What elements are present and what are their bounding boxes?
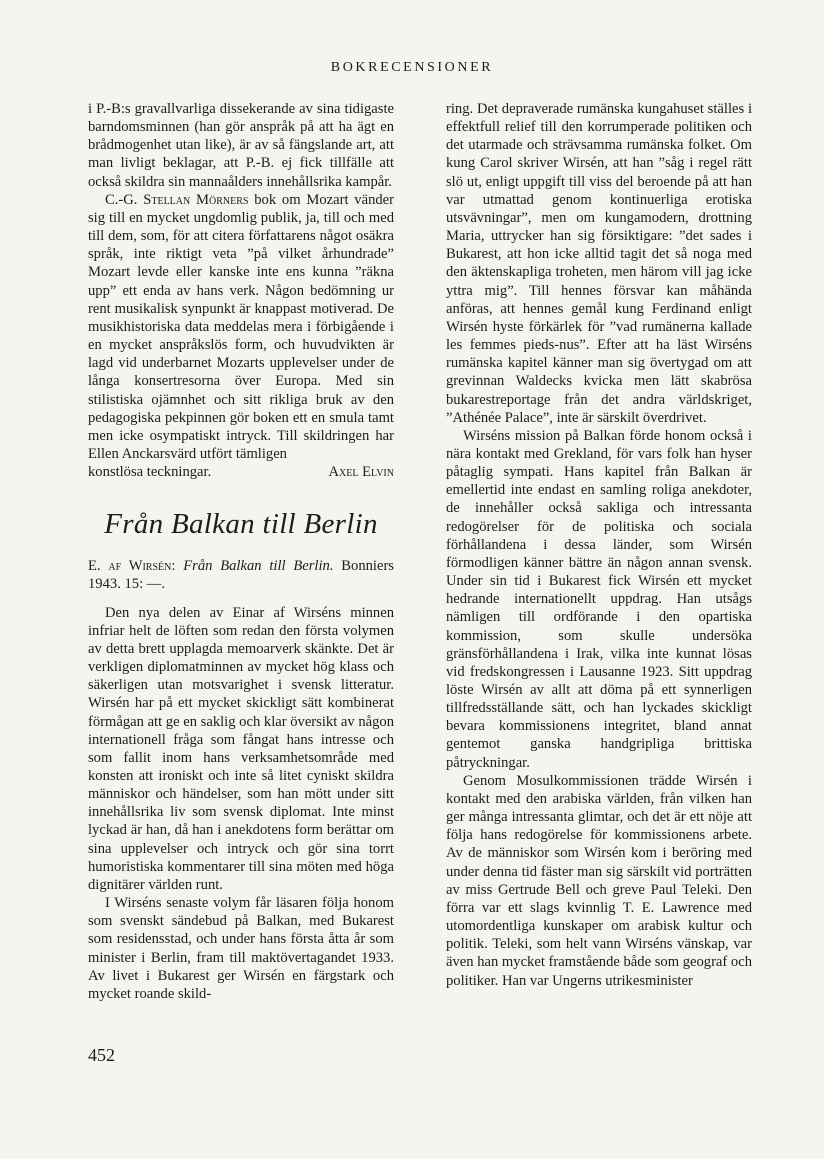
section-title: Från Balkan till Berlin <box>104 508 378 541</box>
reviewer-signature: Axel Elvin <box>328 464 394 481</box>
signature-row <box>88 463 394 481</box>
paragraph: Wirséns mission på Balkan förde honom också i nära kontakt med Grekland, för vars folk han hyser påtaglig sympati. Hans kapitel från Balkan är emellertid inte endast en samling roliga anekdoter, de innehåller också sakliga och intressanta redogörelser för de politiska och sociala förhållandena i dessa länder, som Wirsén förmodligen känner bättre än någon annan svensk. Under sin tid i Bukarest fick Wirsén ett mycket hedrande internationellt uppdrag. Han utsågs nämligen till ordförande i den opartiska kommission, som skulle undersöka gränsförhållandena i Irak, vilka inte kunnat lösas vid fredskongressen i Lausanne 1923. Sitt uppdrag löste Wirsén av allt att döma på ett synnerligen tillfredsställande sätt, och han lyckades skickligt bevara kommissionens integritet, bland annat gentemot ganska handgripliga brittiska påtryckningar. <box>446 427 752 771</box>
running-header: BOKRECENSIONER <box>330 60 494 75</box>
text-span: bok om Mozart vänder sig till en mycket ungdomlig publik, ja, till och med till dem, som, för att citera författarens något osäkra språk, inte riktigt veta ”på vilket århundrade” Mozart levde eller kanske inte ens kunna ”räkna upp” ett enda av hans verk. Någon bedömning ur rent musikalisk synpunkt är knappast motiverad. De musikhistoriska data meddelas mera i förbigående i en mycket anspråkslös form, och huvudvikten är lagd vid underbarnet Mozarts upplevelser under de långa konsertresorna över Europa. Med sin stilistiska ojämnhet och sitt rikliga bruk av den pedagogiska pekpinnen gör boken ett en smula tamt men icke osympatiskt intryck. Till skildringen har Ellen Anckarsvärd utfört tämligen <box>88 191 394 462</box>
book-author: af Wirsén <box>108 558 172 575</box>
paragraph: i P.-B:s gravallvarliga dissekerande av sina tidigaste barndomsminnen (han gör anspråk på att ha ägt en brådmogenhet utan like), är av så fängslande art, att man livligt beklagar, att P.-B. ej fick tillfälle att också skildra sin mannaålders innehållsrika kampår. <box>88 101 394 190</box>
book-title: Från Balkan till Berlin. <box>183 558 334 575</box>
text-span: E. <box>88 558 109 575</box>
bibliographic-entry <box>88 557 394 593</box>
reviewed-author-name: Stellan Mörners <box>143 191 249 208</box>
left-column <box>88 100 394 1003</box>
paragraph: Genom Mosulkommissionen trädde Wirsén i kontakt med den arabiska världen, från vilken han ger många intressanta glimtar, och det är ett nöje att följa hans redogörelse för kommissionens arbete. Av de människor som Wirsén kom i beröring med under denna tid fäster man sig särskilt vid porträtten av miss Gertrude Bell och greve Paul Teleki. Den förra var ett slags kvinnlig T. E. Lawrence med utomordentliga kunskaper om arabisk kultur och politik. Teleki, som helt vann Wirséns vänskap, var även han mycket framstående både som geograf och politiker. Han var Ungerns utrikesminister <box>446 772 752 989</box>
paragraph: Den nya delen av Einar af Wirséns minnen infriar helt de löften som redan den första volymen av detta brett upplagda memoarverk skänkte. Det är verkligen diplomatminnen av mycket hög klass och säkerligen utan motsvarighet i svensk litteratur. Wirsén har på ett mycket skickligt sätt kombinerat förmågan att ge en saklig och klar översikt av någon internationell fråga som fångat hans intresse och som fallit inom hans verksamhetsområde med konsten att ironiskt och inte så litet cyniskt skildra människor och händelser, som han mött under sitt innehållsrika liv som svensk diplomat. Inte minst lyckad är han, då han i anekdotens form berättar om sina upplevelser och intryck och gör sina torrt humoristiska kommentarer till sina möten med höga dignitärer världen runt. <box>88 604 394 893</box>
right-column <box>446 100 752 990</box>
review-paragraph <box>88 191 394 463</box>
publisher-info: Bonniers 1943. 15: —. <box>88 558 394 593</box>
text-span: C.-G. <box>105 191 144 208</box>
page-number: 452 <box>88 1045 115 1065</box>
paragraph: I Wirséns senaste volym får läsaren följa honom som svenskt sändebud på Balkan, med Bukarest som residensstad, och under hans första åtta år som minister i Berlin, fram till maktövertagandet 1933. Av livet i Bukarest ger Wirsén en färgstark och mycket roande skild- <box>88 895 394 1002</box>
last-line: konstlösa teckningar. <box>88 464 212 481</box>
text-span: : <box>171 558 184 575</box>
paragraph: ring. Det depraverade rumänska kungahuset ställes i effektfull relief till den korrumperade politiken och det utarmade och strävsamma rumänska folket. Om kung Carol skriver Wirsén, att han ”såg i regel rätt slö ut, enligt uppgift till viss del beroende på att han var utmattad genom kontinuerliga erotiska utsvävningar”, men om kungamodern, drottning Maria, uttrycker han sig försiktigare: ”det sades i Bukarest, att hon icke alltid tagit det så noga med den äktenskapliga troheten, men härom vill jag icke yttra mig”. Till hennes försvar kan måhända anföras, att hennes gemål kung Ferdinand enligt Wirsén hyste förkärlek för ”vad rumänerna kallade les femmes pieds-nus”. Efter att ha läst Wirséns rumänska kapitel känner man sig övertygad om att grevinnan Waldecks kvicka men lätt skabrösa bukarestreportage från det andra världskriget, ”Athénée Palace”, inte är särskilt överdrivet. <box>446 101 752 426</box>
